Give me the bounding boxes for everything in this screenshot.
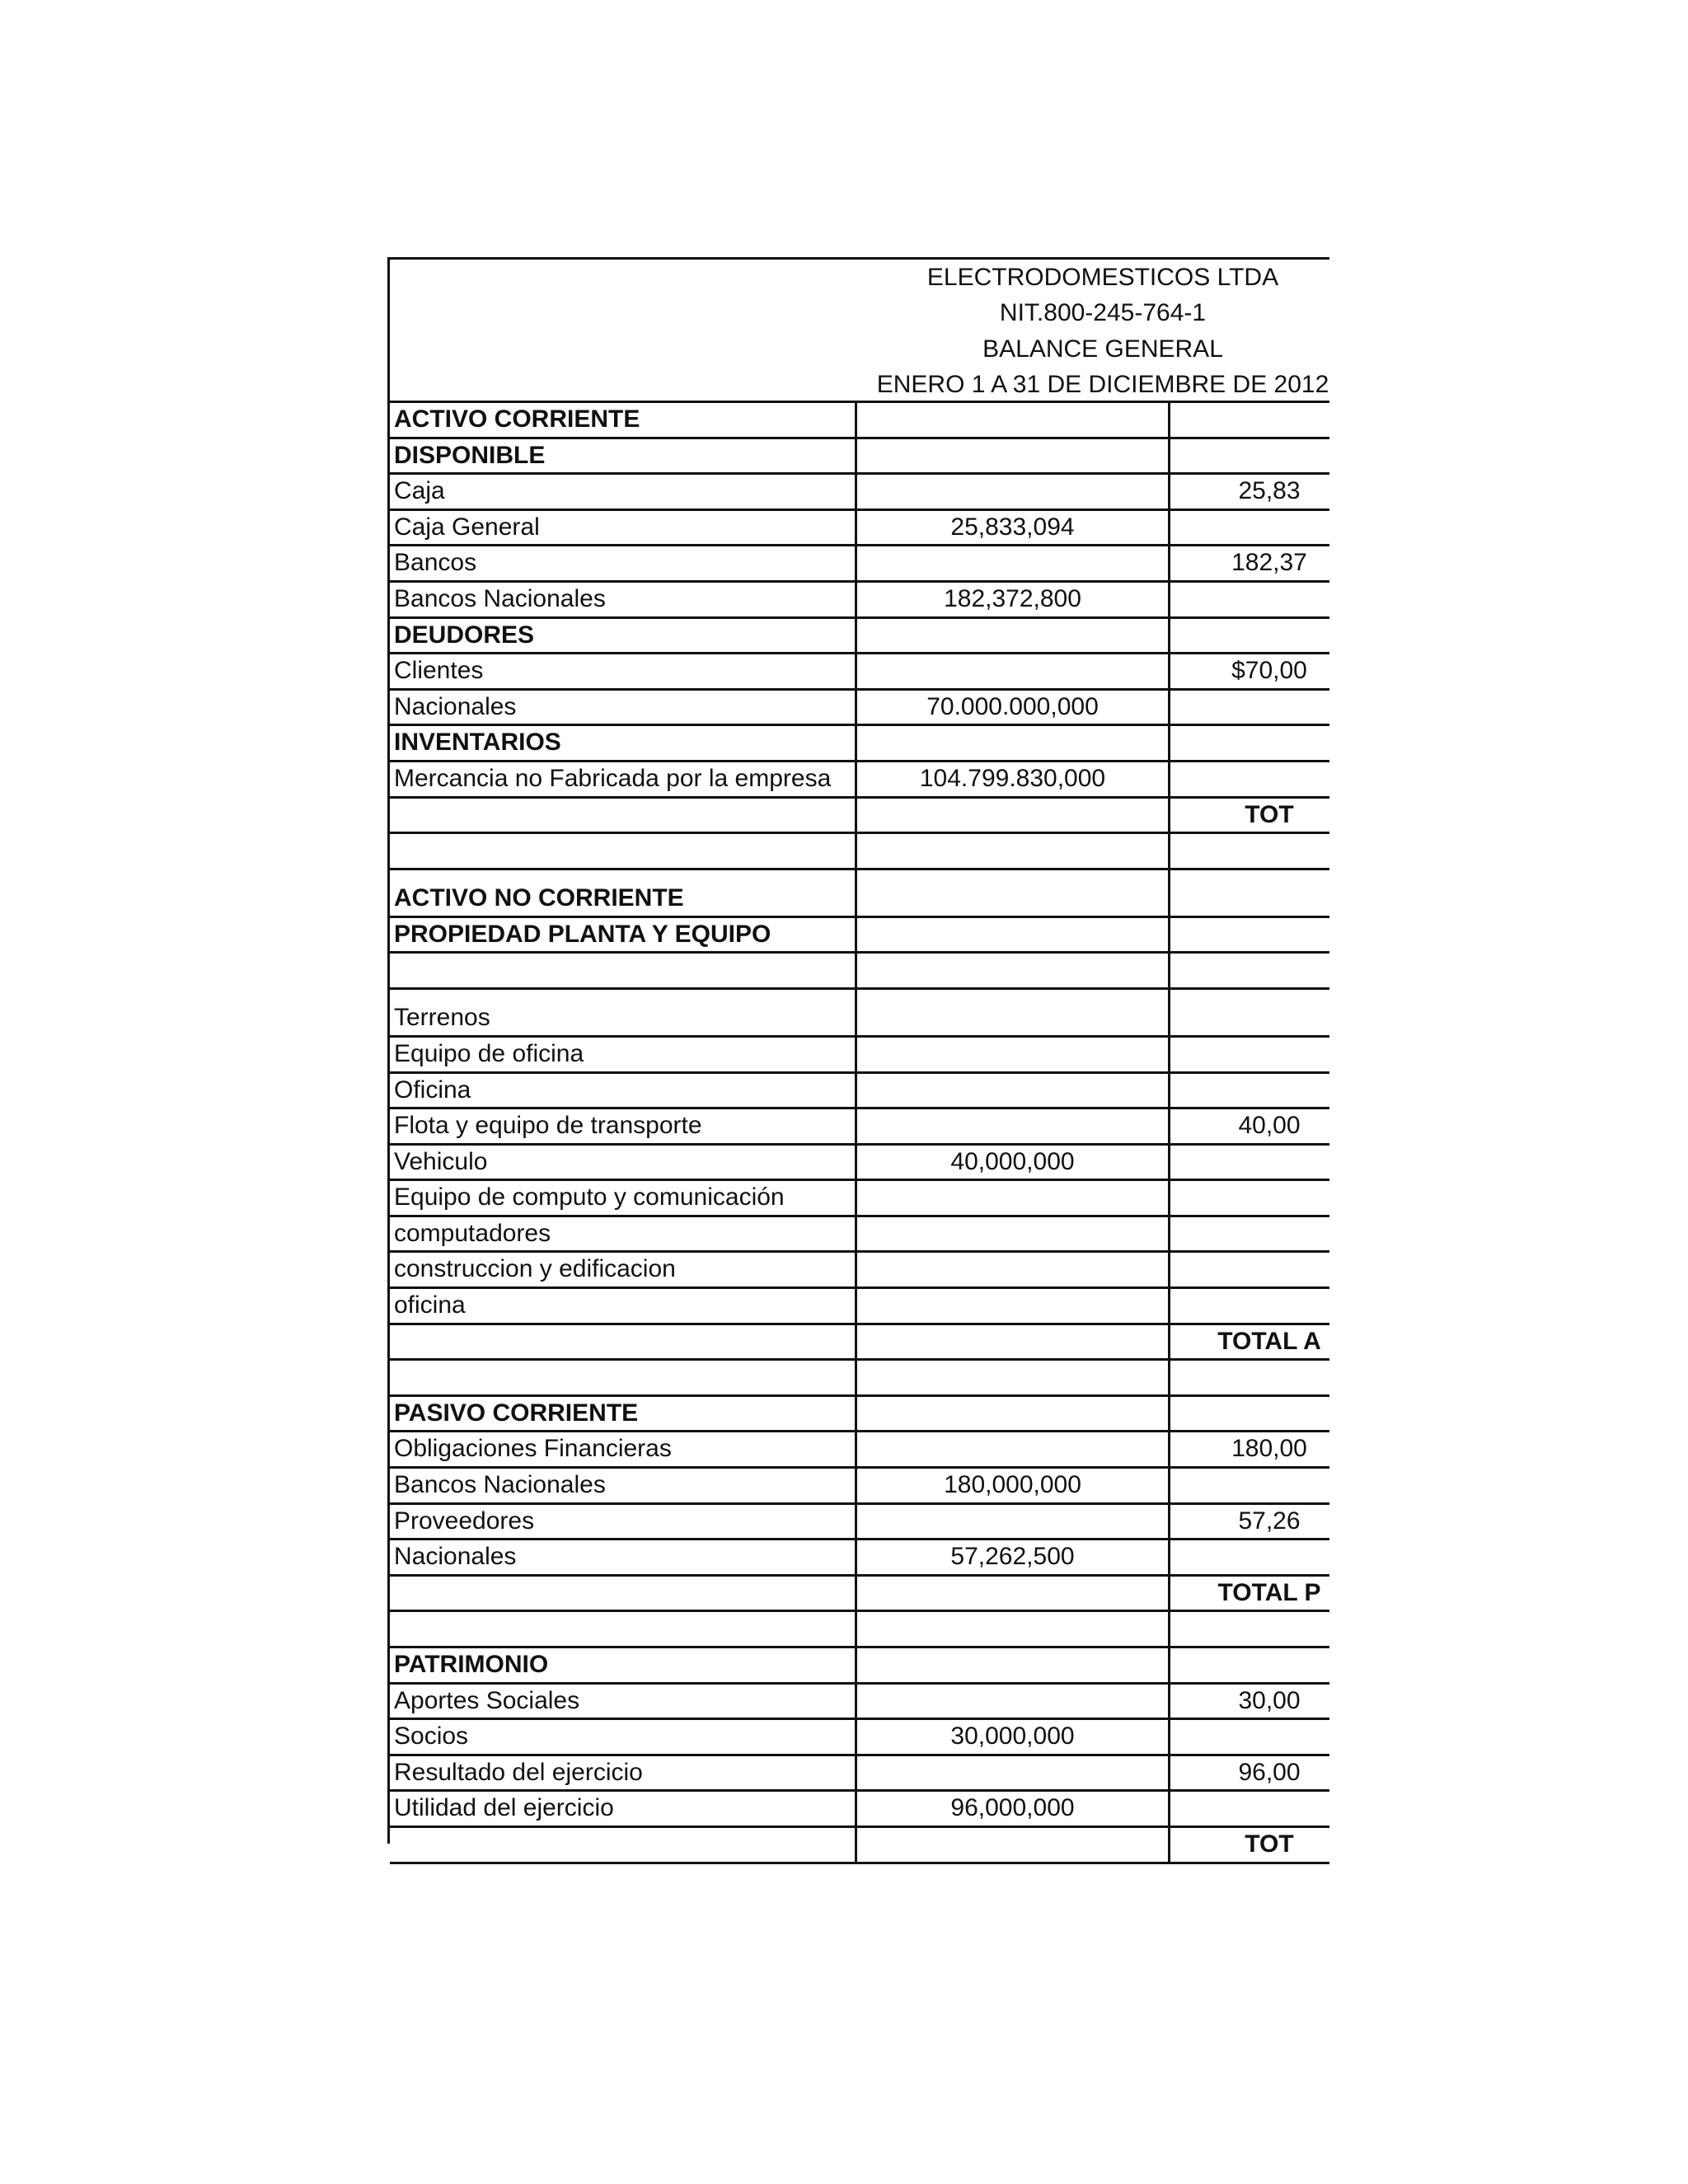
- total-amount-cell: [1170, 1361, 1329, 1394]
- total-amount: 180,00: [1231, 1435, 1307, 1463]
- detail-amount: 96,000,000: [857, 1792, 1170, 1825]
- total-amount-cell: [1170, 1038, 1329, 1071]
- account-label: Equipo de oficina: [390, 1038, 857, 1071]
- total-amount-cell: [1170, 918, 1329, 952]
- total-amount-cell: [1170, 475, 1329, 509]
- total-amount-cell: [1170, 726, 1329, 760]
- total-amount-cell: [1170, 1289, 1329, 1323]
- table-row: [390, 1074, 1329, 1110]
- account-label: Clientes: [390, 654, 857, 688]
- report-header: [390, 260, 1329, 403]
- detail-amount: [857, 1253, 1170, 1286]
- account-label: [390, 834, 857, 868]
- report-period: ENERO 1 A 31 DE DICIEMBRE DE 2012: [876, 371, 1329, 398]
- total-amount-cell: [1170, 1109, 1329, 1143]
- account-label: [390, 1612, 857, 1646]
- table-row: [390, 1325, 1329, 1361]
- table-row: [390, 1397, 1329, 1433]
- account-label: Resultado del ejercicio: [390, 1756, 857, 1790]
- total-amount: 96,00: [1238, 1758, 1301, 1786]
- detail-amount: [857, 799, 1170, 832]
- detail-amount: [857, 1038, 1170, 1071]
- total-amount-cell: [1170, 1469, 1329, 1502]
- table-row: [390, 870, 1329, 918]
- table-row: [390, 834, 1329, 870]
- table-row: [390, 1038, 1329, 1074]
- detail-amount: 104.799.830,000: [857, 762, 1170, 796]
- account-label: PASIVO CORRIENTE: [390, 1397, 857, 1431]
- table-row: [390, 1685, 1329, 1721]
- account-label: PROPIEDAD PLANTA Y EQUIPO: [390, 918, 857, 952]
- table-row: [390, 583, 1329, 619]
- detail-amount: [857, 1432, 1170, 1466]
- total-amount: 25,83: [1238, 477, 1301, 505]
- total-amount-cell: [1170, 1505, 1329, 1539]
- table-row: [390, 1505, 1329, 1541]
- table-row: [390, 403, 1329, 439]
- table-row: [390, 1289, 1329, 1325]
- table-row: [390, 1432, 1329, 1469]
- account-label: Caja General: [390, 511, 857, 545]
- detail-amount: 25,833,094: [857, 511, 1170, 545]
- total-amount: 57,26: [1238, 1507, 1301, 1535]
- detail-amount: [857, 918, 1170, 952]
- detail-amount: [857, 1074, 1170, 1108]
- total-amount-cell: [1170, 619, 1329, 653]
- total-amount-cell: [1170, 1432, 1329, 1466]
- table-row: [390, 1648, 1329, 1685]
- detail-amount: [857, 726, 1170, 760]
- total-amount-cell: [1170, 1325, 1329, 1359]
- total-amount-cell: [1170, 583, 1329, 616]
- detail-amount: [857, 1505, 1170, 1539]
- account-label: ACTIVO CORRIENTE: [390, 403, 857, 437]
- total-amount-cell: [1170, 1648, 1329, 1682]
- account-label: Bancos: [390, 546, 857, 580]
- detail-amount: [857, 1325, 1170, 1359]
- table-row: [390, 799, 1329, 835]
- total-amount-cell: [1170, 546, 1329, 580]
- total-amount-cell: [1170, 1217, 1329, 1251]
- table-row: [390, 691, 1329, 727]
- account-label: [390, 1325, 857, 1359]
- total-amount-cell: [1170, 1181, 1329, 1215]
- total-amount-cell: [1170, 1828, 1329, 1862]
- account-label: DISPONIBLE: [390, 439, 857, 473]
- detail-amount: [857, 834, 1170, 868]
- total-amount-cell: [1170, 1540, 1329, 1574]
- table-row: [390, 619, 1329, 655]
- total-amount-cell: [1170, 1792, 1329, 1825]
- table-row: [390, 1109, 1329, 1146]
- total-amount-cell: [1170, 1253, 1329, 1286]
- total-amount-cell: [1170, 1146, 1329, 1179]
- company-nit: NIT.800-245-764-1: [999, 299, 1207, 326]
- account-label: PATRIMONIO: [390, 1648, 857, 1682]
- total-amount-cell: [1170, 1685, 1329, 1718]
- account-label: Bancos Nacionales: [390, 583, 857, 616]
- table-row: [390, 1361, 1329, 1397]
- account-label: [390, 1577, 857, 1610]
- detail-amount: [857, 1685, 1170, 1718]
- total-amount-cell: [1170, 654, 1329, 688]
- account-label: Vehiculo: [390, 1146, 857, 1179]
- table-row: [390, 1146, 1329, 1182]
- detail-amount: [857, 1109, 1170, 1143]
- account-label: oficina: [390, 1289, 857, 1323]
- detail-amount: [857, 1648, 1170, 1682]
- detail-amount: [857, 990, 1170, 1035]
- table-row: [390, 546, 1329, 583]
- account-label: construccion y edificacion: [390, 1253, 857, 1286]
- total-amount-cell: [1170, 990, 1329, 1035]
- balance-sheet-table: [387, 257, 1329, 1858]
- account-label: Obligaciones Financieras: [390, 1432, 857, 1466]
- table-row: [390, 1540, 1329, 1577]
- account-label: Nacionales: [390, 1540, 857, 1574]
- total-amount-cell: [1170, 691, 1329, 724]
- total-amount: 40,00: [1238, 1112, 1301, 1140]
- table-row: [390, 918, 1329, 954]
- total-amount-cell: [1170, 762, 1329, 796]
- table-row: [390, 439, 1329, 476]
- report-title: BALANCE GENERAL: [982, 335, 1223, 363]
- total-amount-cell: [1170, 403, 1329, 437]
- detail-amount: [857, 954, 1170, 987]
- total-amount-cell: [1170, 1720, 1329, 1754]
- table-row: [390, 726, 1329, 762]
- account-label: Caja: [390, 475, 857, 509]
- table-row: [390, 1217, 1329, 1254]
- table-row: [390, 1720, 1329, 1756]
- table-body: [390, 403, 1329, 1864]
- total-amount-cell: [1170, 1577, 1329, 1610]
- total-amount-cell: [1170, 1612, 1329, 1646]
- table-row: [390, 1792, 1329, 1828]
- detail-amount: [857, 1577, 1170, 1610]
- detail-amount: [857, 1828, 1170, 1862]
- account-label: Terrenos: [390, 990, 857, 1035]
- account-label: INVENTARIOS: [390, 726, 857, 760]
- total-amount-cell: [1170, 439, 1329, 473]
- account-label: Socios: [390, 1720, 857, 1754]
- detail-amount: [857, 1397, 1170, 1431]
- detail-amount: [857, 1361, 1170, 1394]
- table-row: [390, 1612, 1329, 1648]
- detail-amount: 180,000,000: [857, 1469, 1170, 1502]
- table-row: [390, 654, 1329, 691]
- account-label: Mercancia no Fabricada por la empresa: [390, 762, 857, 796]
- detail-amount: [857, 1289, 1170, 1323]
- account-label: Equipo de computo y comunicación: [390, 1181, 857, 1215]
- account-label: [390, 1828, 857, 1862]
- table-row: [390, 1828, 1329, 1864]
- total-amount-cell: [1170, 799, 1329, 832]
- total-amount-cell: [1170, 954, 1329, 987]
- account-label: Bancos Nacionales: [390, 1469, 857, 1502]
- detail-amount: [857, 546, 1170, 580]
- detail-amount: 70.000.000,000: [857, 691, 1170, 724]
- detail-amount: 182,372,800: [857, 583, 1170, 616]
- detail-amount: [857, 403, 1170, 437]
- total-amount: TOTAL P: [1217, 1578, 1321, 1606]
- total-amount: TOT: [1245, 800, 1294, 828]
- account-label: Nacionales: [390, 691, 857, 724]
- account-label: Proveedores: [390, 1505, 857, 1539]
- account-label: DEUDORES: [390, 619, 857, 653]
- total-amount-cell: [1170, 1074, 1329, 1108]
- total-amount-cell: [1170, 1397, 1329, 1431]
- table-row: [390, 1253, 1329, 1289]
- account-label: [390, 799, 857, 832]
- account-label: [390, 1361, 857, 1394]
- account-label: Aportes Sociales: [390, 1685, 857, 1718]
- total-amount: TOTAL A: [1217, 1327, 1321, 1355]
- detail-amount: 57,262,500: [857, 1540, 1170, 1574]
- total-amount-cell: [1170, 870, 1329, 916]
- total-amount-cell: [1170, 1756, 1329, 1790]
- table-row: [390, 954, 1329, 990]
- table-row: [390, 1756, 1329, 1793]
- table-row: [390, 990, 1329, 1038]
- account-label: [390, 954, 857, 987]
- account-label: ACTIVO NO CORRIENTE: [390, 870, 857, 916]
- detail-amount: [857, 1217, 1170, 1251]
- detail-amount: [857, 439, 1170, 473]
- total-amount-cell: [1170, 511, 1329, 545]
- detail-amount: [857, 870, 1170, 916]
- account-label: computadores: [390, 1217, 857, 1251]
- detail-amount: [857, 619, 1170, 653]
- detail-amount: [857, 1612, 1170, 1646]
- detail-amount: 40,000,000: [857, 1146, 1170, 1179]
- detail-amount: [857, 1756, 1170, 1790]
- total-amount: TOT: [1245, 1830, 1294, 1858]
- detail-amount: [857, 654, 1170, 688]
- total-amount: $70,00: [1231, 657, 1307, 685]
- total-amount: 182,37: [1231, 549, 1307, 577]
- total-amount: 30,00: [1238, 1686, 1301, 1714]
- table-row: [390, 1577, 1329, 1613]
- table-row: [390, 762, 1329, 799]
- table-row: [390, 511, 1329, 547]
- company-name: ELECTRODOMESTICOS LTDA: [926, 264, 1279, 291]
- table-row: [390, 1469, 1329, 1505]
- detail-amount: [857, 475, 1170, 509]
- table-row: [390, 475, 1329, 511]
- account-label: Oficina: [390, 1074, 857, 1108]
- detail-amount: 30,000,000: [857, 1720, 1170, 1754]
- detail-amount: [857, 1181, 1170, 1215]
- table-row: [390, 1181, 1329, 1217]
- total-amount-cell: [1170, 834, 1329, 868]
- account-label: Utilidad del ejercicio: [390, 1792, 857, 1825]
- account-label: Flota y equipo de transporte: [390, 1109, 857, 1143]
